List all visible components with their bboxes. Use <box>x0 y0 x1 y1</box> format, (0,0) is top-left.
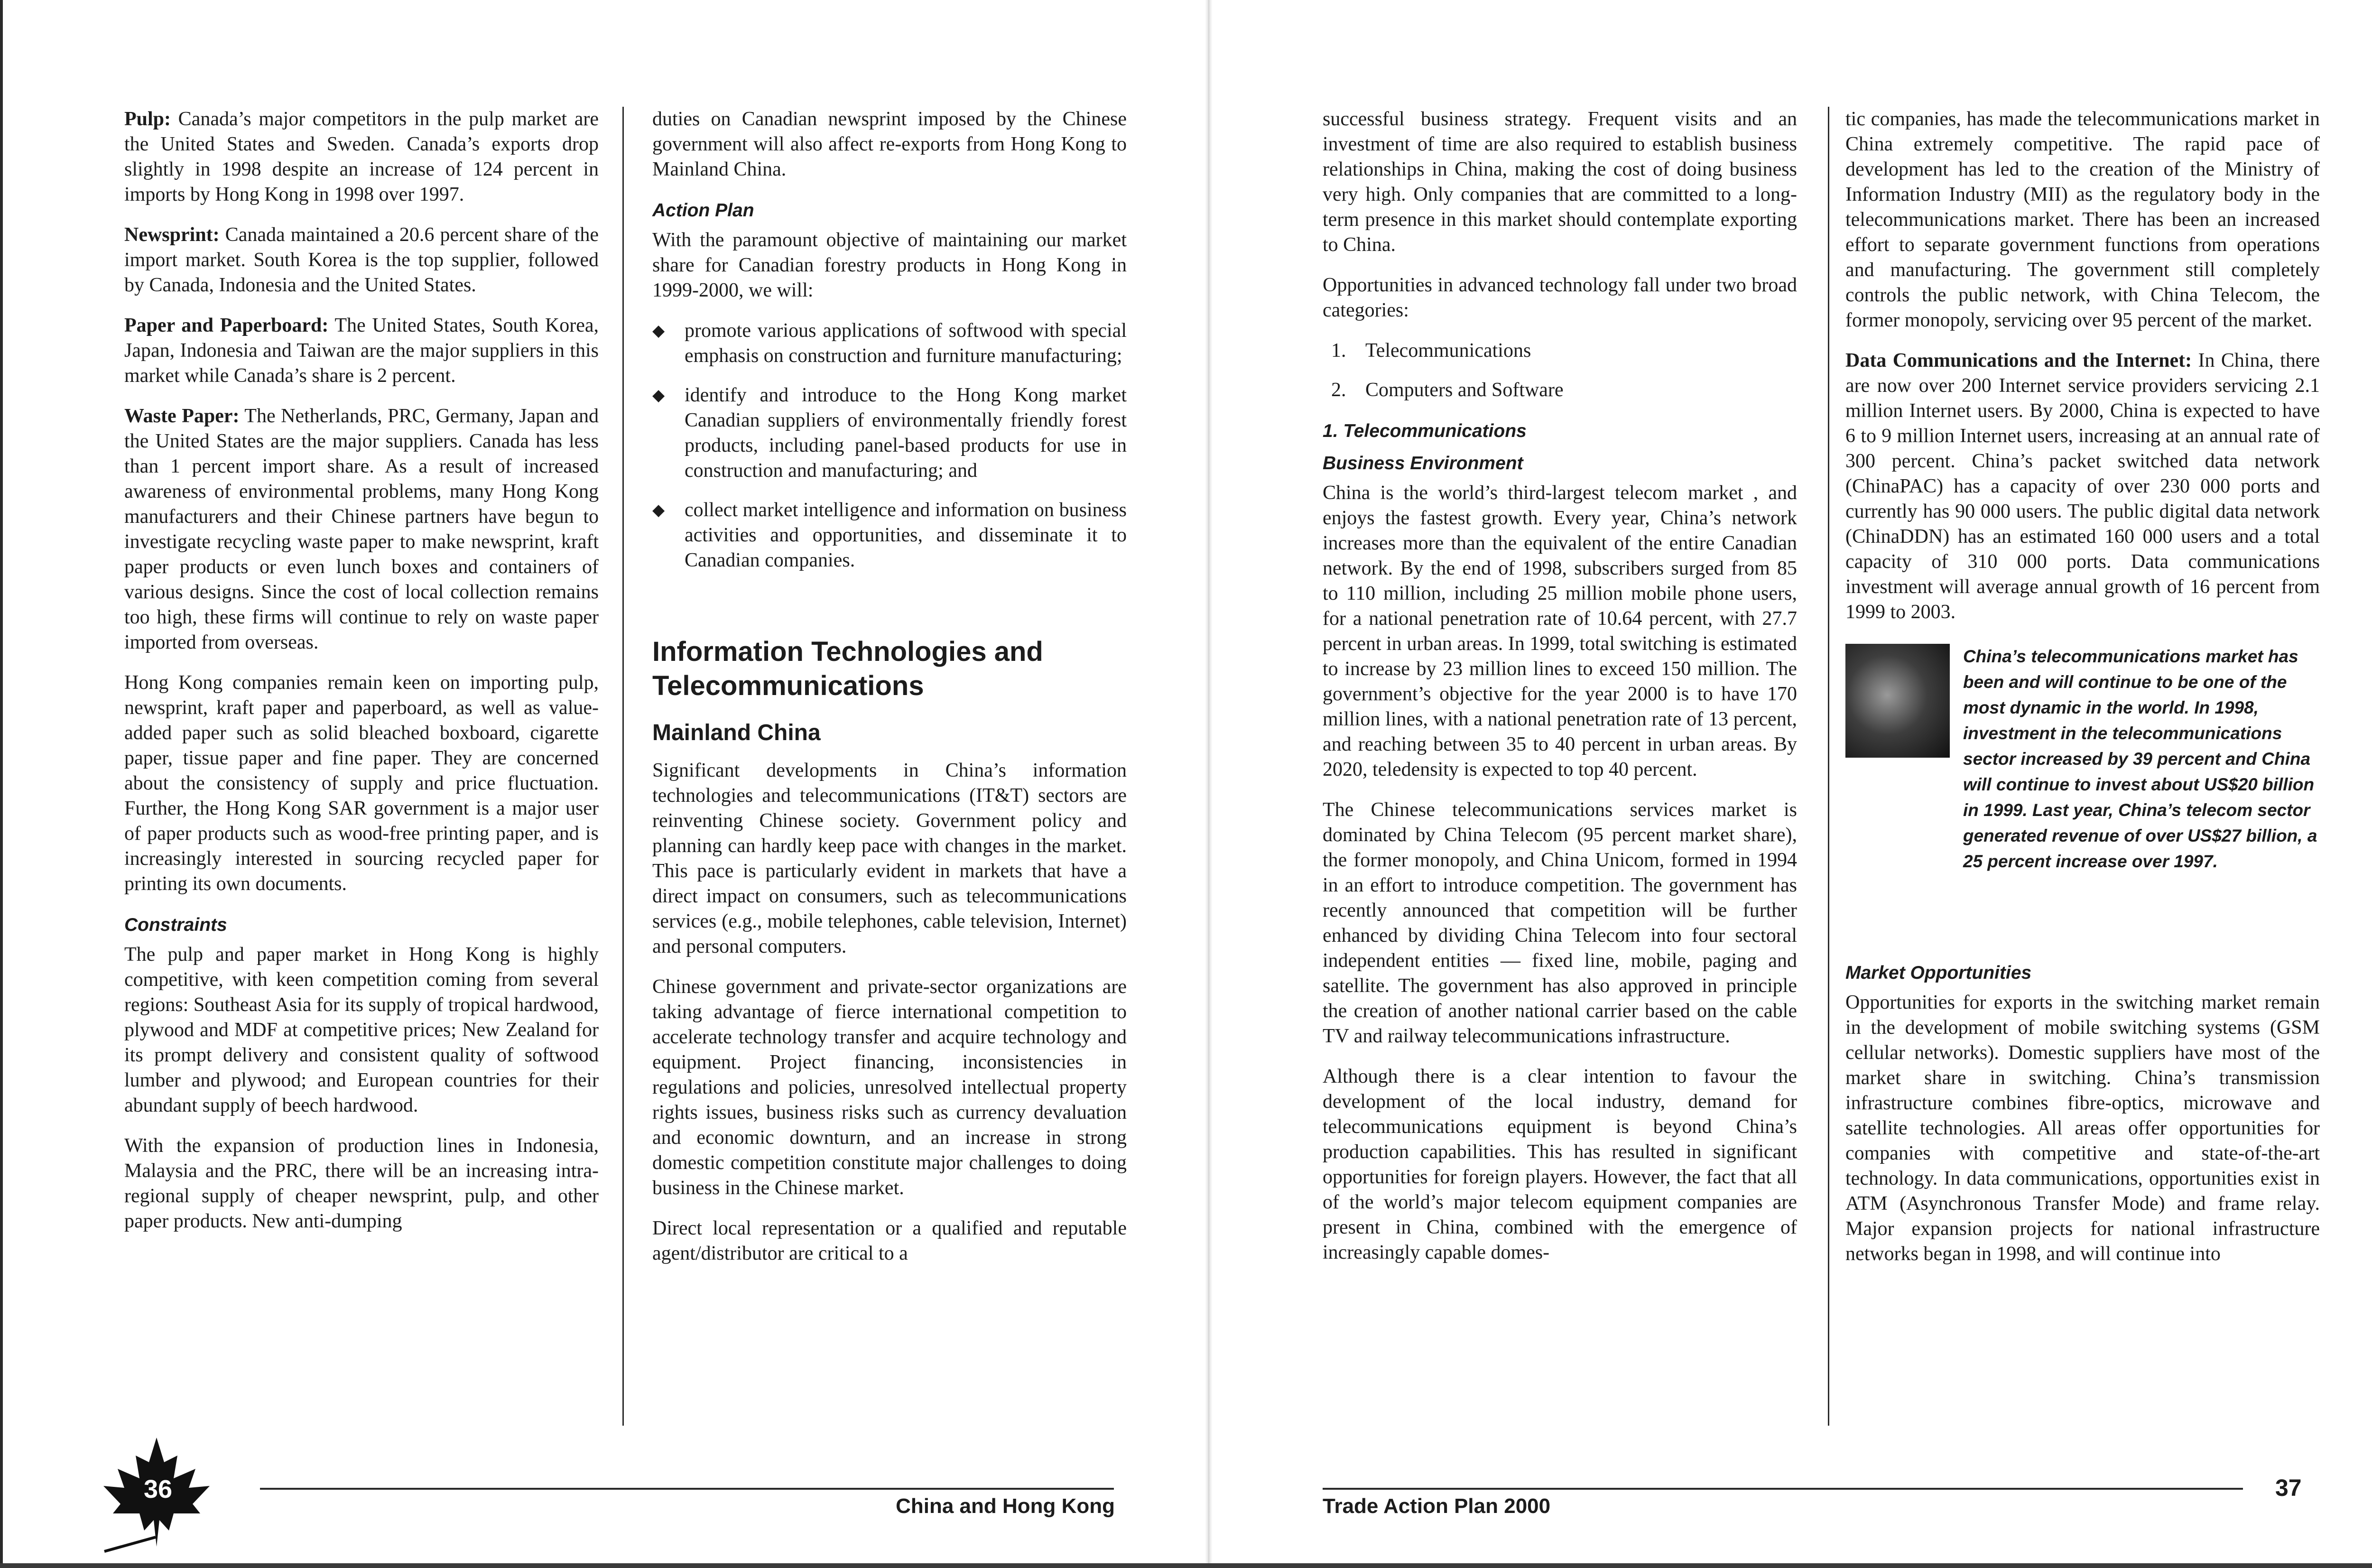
services-market-paragraph: The Chinese telecommunications services market is dominated by China Telecom (95 percent market share), the former monopoly, and China Unicom, formed in 1994 in an effort to introduce competition. The government has recently announced that competition will be further enhanced by dividing China Telecom into four sectoral independent entities — fixed line, mobile, paging and satellite. The government has also approved in principle the creation of another national carrier based on the cable TV and railway telecommunications infrastructure. <box>1323 799 1797 1047</box>
pulp-lead: Pulp: <box>124 108 171 130</box>
list-item-text: Telecommunications <box>1365 340 1531 362</box>
list-item-text: promote various applications of softwood with special emphasis on construction and furniture manufacturing; <box>685 320 1127 367</box>
section-heading-line-1: Information Technologies and <box>652 636 1043 667</box>
list-item <box>652 498 1127 573</box>
pulp-text: Canada’s major competitors in the pulp market are the United States and Sweden. Canada’s exports drop slightly in 1998 despite an increase of 124 percent in imports by Hong Kong in 1998 over 1997. <box>124 108 599 205</box>
data-comm-paragraph <box>1845 348 2320 625</box>
competition-paragraph: tic companies, has made the telecommunications market in China extremely competitive. The rapid pace of development has led to the creation of the Ministry of Information Industry (MII) as the regulatory body in the telecommunications market. There has been an increased effort to separate government functions from operations and manufacturing. The government still completely controls the public network, with China Telecom, the former monopoly, servicing over 95 percent of the market. <box>1845 108 2320 331</box>
diamond-bullet-icon: ◆ <box>652 322 665 340</box>
mainland-paragraph-1: Significant developments in China’s information technologies and telecommunications (IT&T) sectors are reinventing Chinese society. Government policy and planning can hardly keep pace with changes in the market. This pace is particularly evident in markets that have a direct impact on consumers, such as telecommunications services (e.g., mobile telephones, cable television, Internet) and personal computers. <box>652 760 1127 957</box>
mainland-china-heading: Mainland China <box>652 720 821 745</box>
action-intro: With the paramount objective of maintaining our market share for Canadian forestry products in Hong Kong in 1999-2000, we will: <box>652 229 1127 301</box>
constraints-heading: Constraints <box>124 915 227 935</box>
list-item <box>652 318 1127 369</box>
newsprint-paragraph <box>124 223 599 298</box>
duties-paragraph: duties on Canadian newsprint imposed by the Chinese government will also affect re-exports from Hong Kong to Mainland China. <box>652 108 1127 180</box>
list-item-text: collect market intelligence and information on business activities and opportunities, and disseminate it to Canadian companies. <box>685 499 1127 571</box>
column-2 <box>652 107 1127 1266</box>
page-number-right: 37 <box>2275 1475 2302 1501</box>
mainland-paragraph-2: Chinese government and private-sector organizations are taking advantage of fierce international competition to accelerate technology transfer and acquire technology and equipment. Project financing, inconsistencies in regulations and policies, unresolved intellectual property rights issues, business risks such as currency devaluation and economic downturn, and an increase in strong domestic competition constitute major challenges to doing business in the Chinese market. <box>652 976 1127 1199</box>
mainland-paragraph-3: Direct local representation or a qualified and reputable agent/distributor are critical to a <box>652 1217 1127 1264</box>
footer-title-left: China and Hong Kong <box>896 1494 1115 1518</box>
footer-rule-right <box>1323 1488 2243 1490</box>
page-edge-bottom <box>0 1563 2372 1568</box>
telecom-heading: 1. Telecommunications <box>1323 421 1527 441</box>
waste-paragraph <box>124 404 599 655</box>
waste-lead: Waste Paper: <box>124 405 240 427</box>
pulp-paragraph <box>124 107 599 207</box>
data-comm-lead: Data Communications and the Internet: <box>1845 350 2192 371</box>
list-item <box>1323 378 1797 403</box>
list-item-text: identify and introduce to the Hong Kong market Canadian suppliers of environmentally friendly forest products, including panel-based products for use in construction and manufacturing; and <box>685 384 1127 482</box>
list-number: 2. <box>1331 379 1346 401</box>
folio-badge-left <box>76 1433 228 1556</box>
strategy-paragraph: successful business strategy. Frequent visits and an investment of time are also required to establish business relationships in China, making the cost of doing business very high. Only companies that are committed to a long-term presence in this market should contemplate exporting to China. <box>1323 108 1797 256</box>
right-page <box>1209 0 2372 1568</box>
paper-text: The United States, South Korea, Japan, Indonesia and Taiwan are the major suppliers in this market while Canada’s share is 2 percent. <box>124 315 599 387</box>
action-list <box>652 318 1127 573</box>
hk-companies-paragraph: Hong Kong companies remain keen on importing pulp, newsprint, kraft paper and paperboard, as well as value-added paper such as solid bleached boxboard, cigarette paper, tissue paper and fine paper. They are concerned about the consistency of supply and price fluctuation. Further, the Hong Kong SAR government is a major user of paper products such as wood-free printing paper, and is increasingly interested in sourcing recycled paper for printing its own documents. <box>124 672 599 895</box>
column-4 <box>1845 107 2320 1267</box>
pull-quote-text: China’s telecommunications market has been and will continue to be one of the most dynamic in the world. In 1998, investment in the telecommunications sector increased by 39 percent and China will continue to invest about US$20 billion in 1999. Last year, China’s telecom sector generated revenue of over US$27 billion, a 25 percent increase over 1997. <box>1963 647 2317 871</box>
action-plan-heading: Action Plan <box>652 200 754 221</box>
list-number: 1. <box>1331 340 1346 362</box>
market-opportunities-heading: Market Opportunities <box>1845 963 2032 983</box>
column-3 <box>1323 107 1797 1265</box>
page-number-left: 36 <box>143 1475 173 1503</box>
pull-quote <box>1845 644 2320 933</box>
newsprint-text: Canada maintained a 20.6 percent share of the import market. South Korea is the top supplier, followed by Canada, Indonesia and the United States. <box>124 224 599 296</box>
list-item-text: Computers and Software <box>1365 379 1564 401</box>
data-comm-text: In China, there are now over 200 Internet service providers servicing 2.1 million Internet users. By 2000, China is expected to have 6 to 9 million Internet users, increasing at an annual rate of 300 percent. China’s packet switched data network (ChinaPAC) has a capacity of over 230 000 ports and currently has 90 000 users. The public digital data network (ChinaDDN) has an estimated 160 000 users and a total capacity of 310 000 ports. Data communications investment will average annual growth of 16 percent from 1999 to 2003. <box>1845 350 2320 623</box>
categories-intro: Opportunities in advanced technology fall under two broad categories: <box>1323 274 1797 321</box>
footer-rule-left <box>260 1488 1114 1490</box>
section-heading-line-2: Telecommunications <box>652 670 924 701</box>
equipment-demand-paragraph: Although there is a clear intention to favour the development of the local industry, demand for telecommunications equipment is beyond China’s production capabilities. This has resulted in significant opportunities for foreign players. However, the fact that all of the world’s major telecom equipment companies are present in China, combined with the emergence of increasingly capable domes- <box>1323 1066 1797 1263</box>
paper-paragraph <box>124 313 599 389</box>
photo-thumbnail <box>1845 644 1950 758</box>
list-item <box>652 383 1127 483</box>
business-environment-heading: Business Environment <box>1323 453 1523 473</box>
newsprint-lead: Newsprint: <box>124 224 220 246</box>
expansion-paragraph: With the expansion of production lines in Indonesia, Malaysia and the PRC, there will be an increasing intra-regional supply of cheaper newsprint, pulp, and other paper products. New anti-dumping <box>124 1135 599 1232</box>
list-item <box>1323 338 1797 363</box>
diamond-bullet-icon: ◆ <box>652 387 665 404</box>
categories-list <box>1323 338 1797 403</box>
diamond-bullet-icon: ◆ <box>652 501 665 519</box>
footer-title-right: Trade Action Plan 2000 <box>1323 1494 1551 1518</box>
column-1 <box>124 107 599 1234</box>
column-divider-right <box>1828 107 1829 1426</box>
constraints-paragraph: The pulp and paper market in Hong Kong is highly competitive, with keen competition coming from several regions: Southeast Asia for its supply of tropical hardwood, plywood and MDF at competitive prices; New Zealand for its prompt delivery and consistent quality of softwood lumber and plywood; and European countries for their abundant supply of beech hardwood. <box>124 944 599 1116</box>
telecom-market-paragraph: China is the world’s third-largest telecom market , and enjoys the fastest growth. Every year, China’s network increases more than the equivalent of the entire Canadian network. By the end of 1998, subscribers surged from 85 to 110 million, including 25 million mobile phone users, for a national penetration rate of 10.64 percent, with 27.7 percent in urban areas. In 1999, total switching is estimated to increase by 23 million lines to exceed 150 million. The government’s objective for the year 2000 is to have 170 million lines, with a national penetration rate of 13 percent, and reaching between 35 to 40 percent in urban areas. By 2020, teledensity is expected to top 40 percent. <box>1323 482 1797 780</box>
waste-text: The Netherlands, PRC, Germany, Japan and the United States are the major suppliers. Canada has less than 1 percent import share. As a result of increased awareness of environmental problems, many Hong Kong manufacturers and their Chinese partners have begun to investigate recycling waste paper to make newsprint, kraft paper products or even lunch boxes and containers of various designs. Since the cost of local collection remains too high, these firms will continue to rely on waste paper imported from overseas. <box>124 405 599 653</box>
column-divider-left <box>622 107 624 1426</box>
section-heading <box>652 635 1127 703</box>
paper-lead: Paper and Paperboard: <box>124 315 329 336</box>
market-opportunities-paragraph: Opportunities for exports in the switching market remain in the development of mobile switching systems (GSM cellular networks). Domestic suppliers have most of the market share in switching. China’s transmission infrastructure combines fibre-optics, microwave and satellite technologies. All areas offer opportunities for companies with competitive and state-of-the-art technology. In data communications, opportunities exist in ATM (Asynchronous Transfer Mode) and frame relay. Major expansion projects for national infrastructure networks began in 1998, and will continue into <box>1845 992 2320 1265</box>
